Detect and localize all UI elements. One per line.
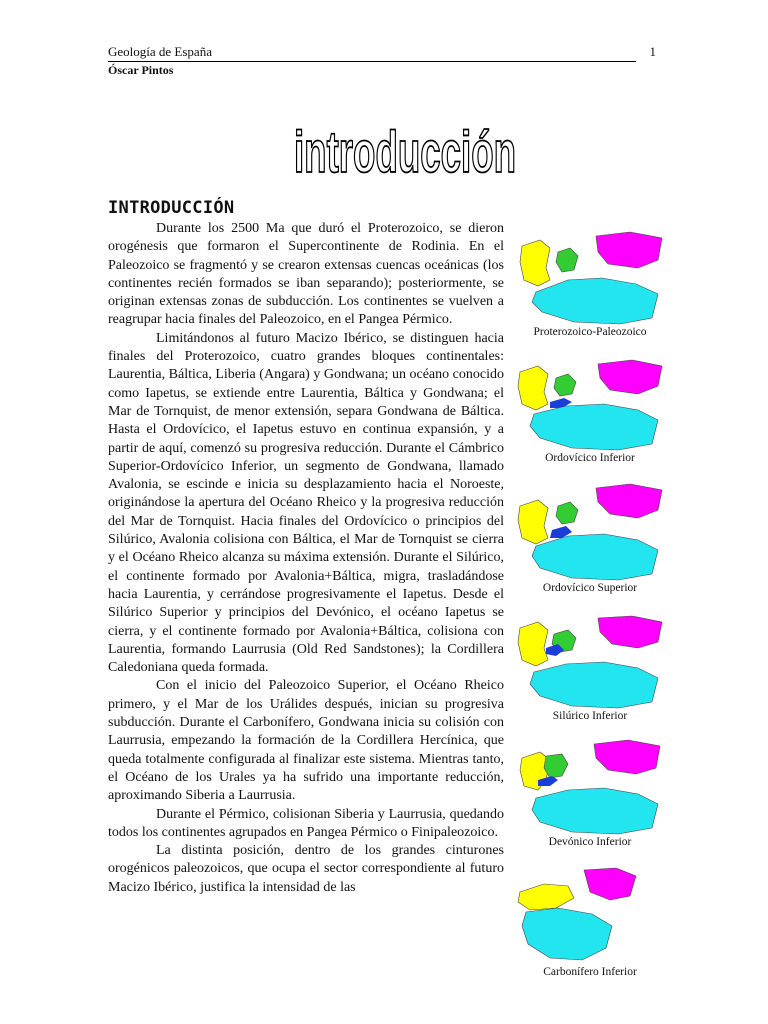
page-header	[108, 44, 660, 76]
paleomap-figure	[512, 228, 668, 338]
siberia-landmass	[598, 360, 662, 394]
laurentia-landmass	[518, 884, 574, 910]
gondwana-landmass	[532, 278, 658, 324]
siberia-landmass	[584, 868, 636, 900]
gondwana-landmass	[530, 662, 658, 708]
siberia-landmass	[594, 740, 660, 774]
paleomap-figure	[512, 484, 668, 594]
gondwana-landmass	[532, 788, 658, 834]
paragraph: Durante el Pérmico, colisionan Siberia y Laurrusia, quedando todos los continentes agrupados en Pangea Pérmico o Finipaleozoico.	[108, 806, 504, 840]
figure-caption: Carbonífero Inferior	[543, 966, 637, 978]
baltica-landmass	[544, 754, 568, 778]
paleomap-figure	[512, 868, 668, 978]
wordart-title	[290, 116, 520, 186]
figure-caption: Silúrico Inferior	[552, 710, 628, 722]
laurentia-landmass	[518, 500, 548, 544]
paragraph: Con el inicio del Paleozoico Superior, el Océano Rheico primero, y el Mar de los Urálides después, inician su progresiva subducción. Durante el Carbonífero, Gondwana inicia su colisión con Laurrusia, empezando la formación de la Cordillera Hercínica, que queda totalmente configurada al finalizar este sistema. Mientras tanto, el Océano de los Urales ya ha sufrido una importante reducción, aproximando Siberia a Laurrusia.	[108, 678, 504, 804]
paleomap-image	[512, 616, 668, 708]
siberia-landmass	[596, 232, 662, 268]
baltica-landmass	[554, 374, 576, 396]
baltica-landmass	[556, 502, 578, 524]
siberia-landmass	[596, 484, 662, 518]
figure-caption: Proterozoico-Paleozoico	[533, 326, 647, 338]
figure-caption: Ordovícico Superior	[542, 582, 638, 594]
gondwana-landmass	[522, 908, 612, 960]
body-text	[108, 220, 504, 897]
header-author: Óscar Pintos	[108, 63, 174, 77]
paleomap-figure	[512, 358, 668, 464]
page-number: 1	[649, 44, 656, 59]
paleomap-figure	[512, 616, 668, 722]
paleomap-image	[512, 358, 668, 450]
paleomap-image	[512, 740, 668, 834]
laurentia-landmass	[518, 366, 548, 410]
baltica-landmass	[556, 248, 578, 272]
header-rule	[108, 61, 636, 62]
siberia-landmass	[598, 616, 662, 648]
laurentia-landmass	[520, 240, 550, 286]
wordart-text: introducción	[294, 120, 516, 185]
gondwana-landmass	[532, 534, 658, 580]
paleomap-image	[512, 228, 668, 324]
paleomap-image	[512, 484, 668, 580]
paleomap-image	[512, 868, 668, 964]
gondwana-landmass	[530, 404, 658, 450]
paleomap-figure	[512, 740, 668, 848]
figure-caption: Ordovícico Inferior	[545, 452, 635, 464]
paragraph: La distinta posición, dentro de los grandes cinturones orogénicos paleozoicos, que ocupa el sector correspondiente al futuro Macizo Ibérico, justifica la intensidad de las	[108, 843, 504, 895]
section-heading: INTRODUCCIÓN	[108, 198, 235, 218]
paragraph: Limitándonos al futuro Macizo Ibérico, se distinguen hacia finales del Proterozoico, cuatro grandes bloques continentales: Laurentia, Báltica, Liberia (Angara) y Gondwana; un océano conocido como Iapetus, se extiende entre Laurentia, Báltica y Gondwana; el Mar de Tornquist, de menor extensión, separa Gondwana de Báltica. Hasta el Ordovícico, el Iapetus estuvo en continua expansión, y a partir de aquí, comenzó su progresiva reducción. Durante el Cámbrico Superior-Ordovícico Inferior, un segmento de Gondwana, llamado Avalonia, se escinde e inicia su desplazamiento hacia el Noroeste, originándose la apertura del Océano Rheico y la progresiva reducción del Mar de Tornquist. Hacia finales del Ordovícico o principios del Silúrico, Avalonia colisiona con Báltica, el Mar de Tornquist se cierra y el Océano Rheico alcanza su máxima extensión. Durante el Silúrico, el continente formado por Avalonia+Báltica, migra, trasladándose hacia Laurentia, y cerrándose progresivamente el Iapetus. Desde el Silúrico Superior y principios del Devónico, el océano Iapetus se cierra, y el continente formado por Avalonia+Báltica, colisiona con Laurentia, formando Laurrusia (Old Red Sandstones); la Cordillera Caledoniana queda formada.	[108, 330, 504, 676]
laurentia-landmass	[518, 622, 548, 666]
header-title: Geología de España	[108, 44, 212, 59]
paragraph: Durante los 2500 Ma que duró el Proterozoico, se dieron orogénesis que formaron el Supercontinente de Rodinia. En el Paleozoico se fragmentó y se crearon extensas cuencas oceánicas (los continentes recién formados se iban separando); posteriormente, se originan extensas zonas de subducción. Los continentes se vuelven a reagrupar hacia finales del Paleozoico, en el Pangea Pérmico.	[108, 221, 504, 328]
figure-caption: Devónico Inferior	[548, 836, 632, 848]
